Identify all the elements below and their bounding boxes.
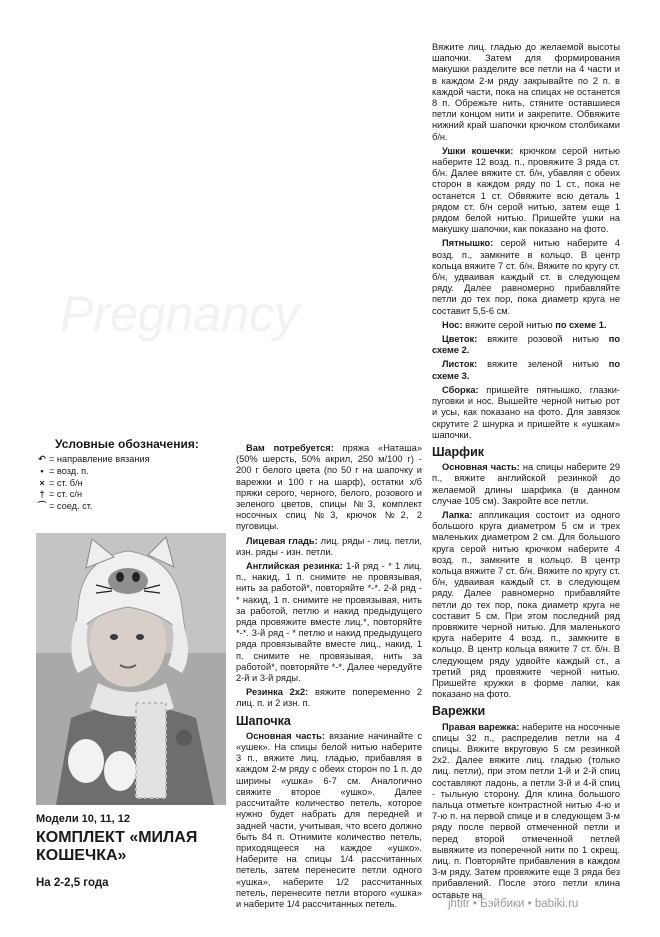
watermark: jhtitr • Бэйбики • babiki.ru [448,898,579,910]
legend-item-slip [35,501,150,513]
legend-list [35,454,150,513]
models-label: Модели 10, 11, 12 [36,813,130,825]
stitch-english-paragraph: Английская резинка: 1-й ряд - * 1 лиц. п., накид, 1 п. снимите не провязывая, нить за работой*, повторяйте *-*. 2-й ряд - * накид, 1 п. снимите не провязывая, нить за работой, петлю и накид предыдущего ряда провяжите вместе лиц.*, повторяйте *-*. 3-й ряд - * петлю и накид предыдущего ряда провязывайте вместе лиц., накид, 1 п. снимите не провязывая, нить за работой*, повторяйте *-*. Далее чередуйте 2-й и 3-й ряды. [236,561,422,684]
child-in-cat-hat-illustration [36,533,226,805]
hat-continue-paragraph: Вяжите лиц. гладью до желаемой высоты шапочки. Затем для формирования макушки разделите все петли на 4 части и в каждом 2-м ряду закрывайте по 2 п. в каждой части, пока на спицах не останется 8 п. Обрежьте нить, стяните оставшиеся петли концом нити и закрепите. Обвяжите нижний край шапочки крючком столбиками б/н. [432,42,620,142]
right-mitten-paragraph: Правая варежка: наберите на носочные спицы 32 п., распределив петли на 4 спицы. Вяжите вкруговую 5 см резинкой 2х2. Далее вяжите лиц. гладью (только лиц. петли), при этом петли 1-й и 2-й спиц составляют ладонь, а петли 3-й и 4-й спиц - тыльную сторону. Для клина большого пальца отметьте контрастной нитью 4-ю и 7-ю п. на первой спице и в следующем 3-м ряду после первой отмеченной петли и перед второй отмеченной петлей вывяжите из поперечной нити по 1 скрещ. лиц. п. Повторяйте прибавления в каждом 3-м ряду. Затем провяжите еще 3 ряда без прибавлений. После этого петли клина оставьте на [432,721,620,900]
scarf-main-paragraph: Основная часть: на спицы наберите 29 п., вяжите английской резинкой до желаемой длины шарфика (в данном случае 105 см). Закройте все петли. [432,462,620,506]
direction-arrow-icon: ↶ [38,454,46,464]
hat-main-paragraph: Основная часть: вязание начинайте с «ушек». На спицы белой нитью наберите 3 п., вяжите лиц. гладью, прибавляя в каждом 2-м ряду с обеих сторон по 1 п. до ширины «ушка» 6-7 см. Аналогично свяжите второе «ушко». Далее рассчитайте количество петель, которое нужно будет набрать для передней и задней части, учитывая, что всего должно быть 84 п. Отнимите количество петель, приходящееся на каждое «ушко». Наберите на спицы 1/4 рассчитанных петель, затем перенесите петли одного «ушка», наберите 1/2 рассчитанных петель, перенесите петли второго «ушка» и наберите 1/4 рассчитанных петель. [236,730,423,909]
paw-paragraph: Лапка: аппликация состоит из одного большого круга диаметром 5 см и трех маленьких диаметром 2 см. Для большого круга серой нитью крючком наберите 4 возд. п., замкните в кольцо. В центр кольца вяжите 7 ст. б/н. Вяжите по кругу ст. б/н, удваивая каждый ст. в следующем ряду. Далее равномерно прибавляйте петли до тех пор, пока диаметр круга не составит 5 см. При этом последний ряд провяжите черной нитью. Для маленького круга наберите 4 возд. п., замкните в кольцо. В центр кольца вяжите 7 ст. б/н. В следующем ряду удвойте каждый ст., а третий ряд провяжите черной нитью. Пришейте кружки в форме лапки, как показано на фото. [432,509,620,700]
hat-heading: Шапочка [236,713,291,728]
legend-item-chain [35,466,150,478]
child-photo [36,533,226,805]
leaf-paragraph: Листок: вяжите зеленой нитью по схеме 3. [432,359,620,381]
legend-item-sc [35,478,150,490]
chain-stitch-icon: • [40,465,44,476]
age-label: На 2-2,5 года [36,877,109,889]
nose-paragraph: Нос: вяжите серой нитью по схеме 1. [442,319,607,330]
flower-paragraph: Цветок: вяжите розовой нитью по схеме 2. [432,334,620,356]
legend-label: = ст. с/н [49,489,83,500]
materials-paragraph: Вам потребуется: пряжа «Наташа» (50% шерсть, 50% акрил, 250 м/100 г) - 200 г белого цвета (по 50 г на шапочку и варежки и 100 г на шарф), остатки х/б пряжи серого, черного, белого, розового и зеленого цветов, спицы №3, комплект носочных спиц №3, крючок №2, 2 пуговицы. [236,443,422,532]
double-crochet-icon: † [39,489,45,500]
right-column [432,42,620,904]
legend-label: = направление вязания [49,454,150,464]
mittens-heading: Варежки [432,704,486,719]
legend-title: Условные обозначения: [55,437,199,451]
single-crochet-icon: × [39,477,45,488]
faded-background-text: Pregnancy [60,286,300,342]
scarf-heading: Шарфик [432,444,485,459]
legend-item-direction [35,454,150,466]
legend-label: = возд. п. [49,465,89,476]
spot-paragraph: Пятнышко: серой нитью наберите 4 возд. п., замкните в кольцо. В центр кольца вяжите 7 ст. б/н. Вяжите по кругу ст. б/н, удваивая каждый ст. в следующем ряду. Далее равномерно прибавляйте петли до тех пор, пока диаметр круга не составит 5,5-6 см. [432,238,620,316]
slip-stitch-icon: ⌒ [37,501,47,512]
legend-label: = соед. ст. [49,501,93,512]
ears-paragraph: Ушки кошечки: крючком серой нитью наберите 12 возд. п., провяжите 3 ряда ст. б/н. Далее вяжите ст. б/н, убавляя с обеих сторон в каждом ряду по 1 ст., пока не останется 1 ст. Обвяжите всю деталь 1 рядом ст. б/н серой нитью, затем еще 1 рядом белой нитью. Пришейте ушки на макушку шапочки, как показано на фото. [432,145,621,235]
legend-item-dc [35,489,150,501]
legend-label: = ст. б/н [49,477,83,488]
assembly-paragraph: Сборка: пришейте пятнышко, глазки-пуговки и нос. Вышейте черной нитью рот и усы, как показано на фото. Для завязок скрутите 2 шнурка и пришейте к «ушкам» шапочки. [432,384,620,440]
stitch-face-paragraph: Лицевая гладь: лиц. ряды - лиц. петли, изн. ряды - изн. петли. [236,535,422,557]
stitch-rib-paragraph: Резинка 2х2: вяжите попеременно 2 лиц. п. и 2 изн. п. [236,687,422,709]
article-title: КОМПЛЕКТ «МИЛАЯ КОШЕЧКА» [36,829,198,864]
middle-column [236,443,422,913]
